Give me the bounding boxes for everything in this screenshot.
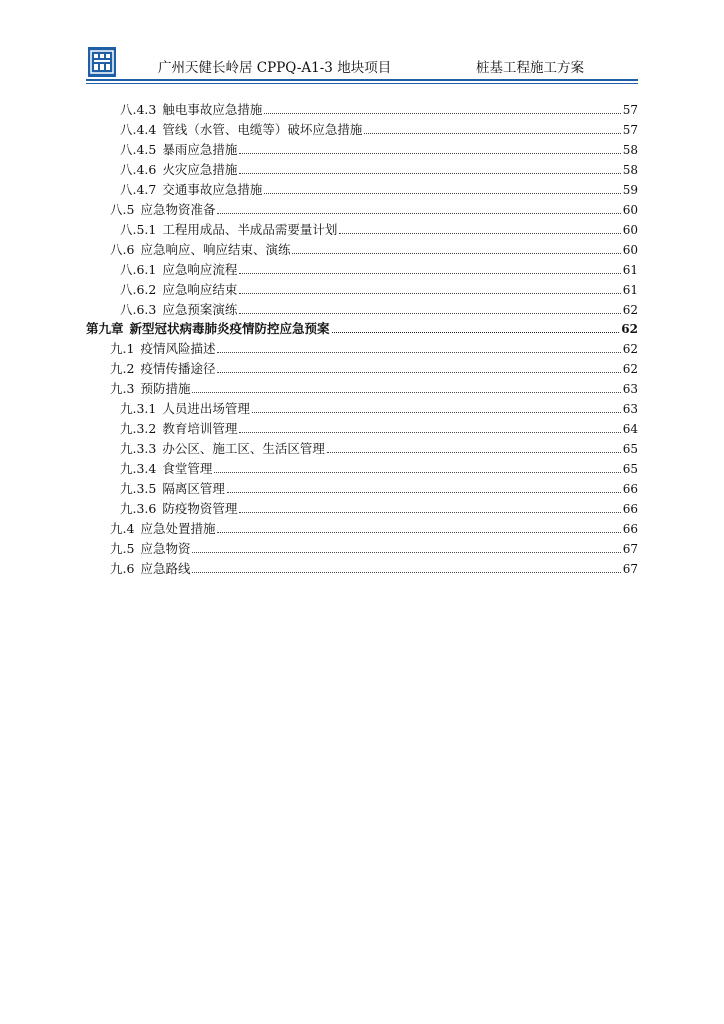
- toc-dot-leader: [214, 472, 620, 473]
- toc-entry[interactable]: [120, 118, 638, 138]
- toc-dot-leader: [364, 133, 620, 134]
- toc-entry-number: 八.4.5: [120, 141, 157, 157]
- toc-page-number: 57: [622, 122, 638, 137]
- toc-page-number: 62: [621, 322, 638, 337]
- toc-entry-title: 食堂管理: [162, 461, 213, 477]
- toc-entry-title: 应急路线: [140, 560, 191, 576]
- toc-page-number: 63: [622, 402, 638, 417]
- toc-dot-leader: [217, 213, 620, 214]
- toc-entry-number: 九.3.5: [120, 481, 157, 497]
- toc-dot-leader: [239, 512, 620, 513]
- toc-entry-number: 八.4.4: [120, 121, 157, 137]
- toc-page-number: 58: [622, 162, 638, 177]
- toc-page-number: 60: [622, 202, 638, 217]
- toc-page-number: 62: [622, 362, 638, 377]
- toc-entry-number: 九.3.4: [120, 461, 157, 477]
- toc-dot-leader: [327, 452, 621, 453]
- toc-entry[interactable]: [120, 158, 638, 178]
- toc-dot-leader: [239, 173, 620, 174]
- toc-entry-title: 应急响应结束: [162, 281, 238, 297]
- toc-dot-leader: [239, 313, 620, 314]
- toc-dot-leader: [264, 113, 620, 114]
- toc-entry-number: 八.5: [110, 201, 135, 217]
- toc-entry[interactable]: [110, 557, 638, 577]
- toc-page-number: 62: [622, 302, 638, 317]
- toc-entry-title: 教育培训管理: [162, 421, 238, 437]
- toc-entry[interactable]: [120, 178, 638, 198]
- toc-entry-title: 人员进出场管理: [162, 401, 250, 417]
- toc-entry-title: 预防措施: [140, 381, 191, 397]
- toc-entry[interactable]: [120, 98, 638, 118]
- toc-page-number: 60: [622, 222, 638, 237]
- toc-entry-number: 九.6: [110, 560, 135, 576]
- toc-entry-title: 应急物资准备: [140, 201, 216, 217]
- toc-entry-title: 工程用成品、半成品需要量计划: [162, 221, 338, 237]
- toc-entry-number: 八.5.1: [120, 221, 157, 237]
- toc-entry[interactable]: [120, 397, 638, 417]
- toc-entry-number: 八.6: [110, 241, 135, 257]
- toc-entry-title: 交通事故应急措施: [162, 181, 263, 197]
- toc-entry-title: 火灾应急措施: [162, 161, 238, 177]
- toc-page-number: 64: [622, 422, 638, 437]
- toc-page-number: 59: [622, 182, 638, 197]
- toc-entry-number: 九.3.6: [120, 501, 157, 516]
- toc-entry[interactable]: [110, 377, 638, 397]
- toc-entry-title: 防疫物资管理: [162, 501, 238, 516]
- toc-entry-title: 新型冠状病毒肺炎疫情防控应急预案: [129, 321, 330, 337]
- page-header: [86, 44, 638, 84]
- toc-entry-number: 八.4.3: [120, 102, 157, 117]
- toc-entry[interactable]: [120, 278, 638, 298]
- toc-entry[interactable]: [120, 218, 638, 238]
- toc-entry-title: 应急处置措施: [140, 520, 216, 536]
- header-rule-thick: [86, 79, 638, 81]
- toc-dot-leader: [332, 332, 620, 333]
- toc-entry-number: 第九章: [86, 321, 124, 337]
- toc-entry[interactable]: [110, 238, 638, 258]
- toc-page-number: 66: [622, 502, 638, 516]
- toc-entry-title: 应急响应流程: [162, 261, 238, 277]
- toc-entry[interactable]: [110, 357, 638, 377]
- toc-entry-title: 管线（水管、电缆等）破坏应急措施: [162, 121, 363, 137]
- company-logo-icon: [88, 47, 116, 77]
- toc-entry[interactable]: [110, 198, 638, 218]
- toc-dot-leader: [264, 193, 620, 194]
- toc-entry-number: 九.5: [110, 540, 135, 556]
- toc-entry[interactable]: [120, 138, 638, 158]
- toc-dot-leader: [239, 153, 620, 154]
- toc-dot-leader: [192, 572, 620, 573]
- toc-entry-number: 九.2: [110, 361, 135, 377]
- toc-entry-number: 八.6.2: [120, 281, 157, 297]
- toc-dot-leader: [239, 293, 620, 294]
- toc-page-number: 65: [622, 462, 638, 477]
- toc-entry[interactable]: [120, 477, 638, 497]
- toc-entry-number: 八.6.1: [120, 261, 157, 277]
- toc-entry-title: 暴雨应急措施: [162, 141, 238, 157]
- toc-entry-title: 疫情传播途径: [140, 361, 216, 377]
- toc-entry-number: 九.3.3: [120, 441, 157, 457]
- toc-entry-number: 九.4: [110, 520, 135, 536]
- toc-entry-number: 八.4.7: [120, 181, 157, 197]
- toc-entry-title: 疫情风险描述: [140, 341, 216, 357]
- toc-entry-title: 应急响应、响应结束、演练: [140, 241, 291, 257]
- toc-page-number: 66: [622, 482, 638, 497]
- toc-dot-leader: [192, 552, 620, 553]
- toc-entry[interactable]: [120, 258, 638, 278]
- toc-page-number: 58: [622, 142, 638, 157]
- toc-entry[interactable]: [120, 417, 638, 437]
- toc-page-number: 66: [622, 521, 638, 536]
- toc-entry[interactable]: [120, 457, 638, 477]
- toc-entry-number: 八.6.3: [120, 301, 157, 317]
- toc-dot-leader: [252, 412, 621, 413]
- toc-dot-leader: [339, 233, 620, 234]
- toc-entry-number: 九.3.1: [120, 401, 157, 417]
- toc-dot-leader: [192, 392, 620, 393]
- toc-dot-leader: [239, 432, 620, 433]
- header-rule-thin: [86, 83, 638, 84]
- toc-page-number: 67: [622, 541, 638, 556]
- toc-dot-leader: [217, 532, 620, 533]
- toc-dot-leader: [239, 273, 620, 274]
- toc-entry[interactable]: [120, 437, 638, 457]
- toc-entry[interactable]: [110, 537, 638, 557]
- toc-chapter-entry[interactable]: [86, 317, 638, 337]
- toc-entry-number: 九.3: [110, 381, 135, 397]
- toc-entry-title: 应急物资: [140, 540, 191, 556]
- toc-entry[interactable]: [120, 298, 638, 318]
- toc-entry-number: 九.3.2: [120, 421, 157, 437]
- header-project-title: 广州天健长岭居 CPPQ-A1-3 地块项目: [158, 60, 392, 76]
- toc-dot-leader: [227, 492, 621, 493]
- toc-page-number: 61: [622, 282, 638, 297]
- toc-entry[interactable]: [120, 497, 638, 517]
- toc-dot-leader: [217, 372, 620, 373]
- toc-dot-leader: [217, 352, 620, 353]
- toc-page-number: 57: [622, 103, 638, 117]
- toc-entry-number: 八.4.6: [120, 161, 157, 177]
- toc-entry-title: 办公区、施工区、生活区管理: [162, 441, 325, 457]
- toc-page-number: 67: [622, 561, 638, 576]
- toc-page-number: 60: [622, 242, 638, 257]
- toc-entry-title: 应急预案演练: [162, 301, 238, 317]
- toc-page-number: 61: [622, 262, 638, 277]
- toc-entry-title: 触电事故应急措施: [162, 102, 263, 117]
- toc-page-number: 62: [622, 342, 638, 357]
- toc-page-number: 65: [622, 442, 638, 457]
- header-document-title: 桩基工程施工方案: [476, 60, 584, 76]
- toc-entry-number: 九.1: [110, 341, 135, 357]
- toc-entry[interactable]: [110, 337, 638, 357]
- toc-dot-leader: [292, 253, 620, 254]
- toc-entry-title: 隔离区管理: [162, 481, 225, 497]
- toc-page-number: 63: [622, 382, 638, 397]
- toc-entry[interactable]: [110, 517, 638, 537]
